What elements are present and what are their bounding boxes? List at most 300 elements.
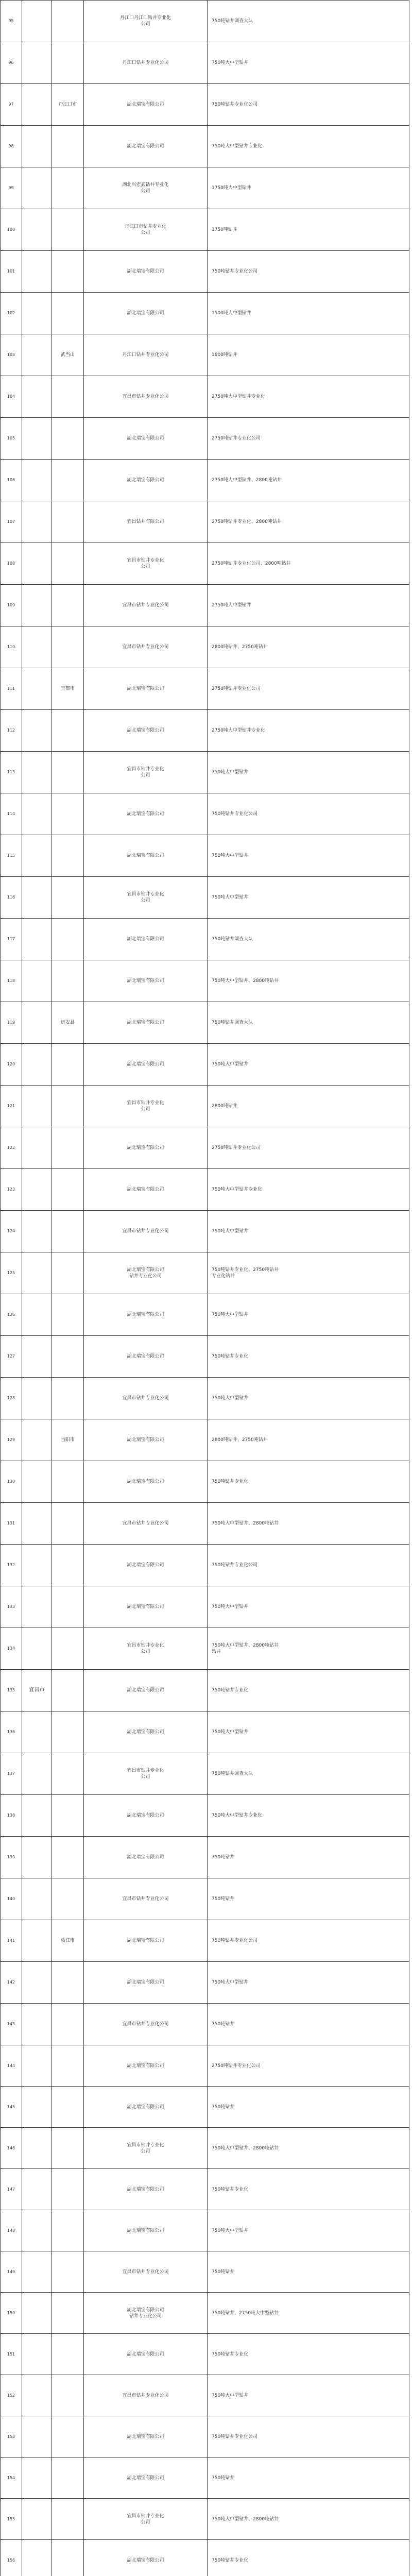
- company-name-cell: 湖北瑞宝有限公司: [84, 2334, 208, 2375]
- capacity-note-cell: 750吨钻井专业化公司: [208, 84, 409, 126]
- capacity-note-cell: 2750吨钻井专业化公司: [208, 418, 409, 460]
- city-cell: [22, 1586, 52, 1628]
- table-body: [1, 1, 409, 2576]
- city-cell: [22, 209, 52, 251]
- table-row: [1, 1962, 409, 2004]
- city-cell: [22, 1545, 52, 1586]
- city-cell: [22, 126, 52, 167]
- capacity-note-cell: 750吨钻井专业化公司: [208, 251, 409, 293]
- company-name-cell: 丹江口市钻井专业化 公司: [84, 209, 208, 251]
- company-name-cell: 宜昌市钻井专业化公司: [84, 376, 208, 418]
- county-cell: [52, 2128, 84, 2169]
- city-cell: [22, 2293, 52, 2334]
- city-cell: [22, 2416, 52, 2458]
- company-name-cell: 湖北瑞宝有限公司: [84, 1920, 208, 1962]
- county-cell: [52, 877, 84, 919]
- county-cell: [52, 418, 84, 460]
- city-cell: 宜昌市: [22, 1670, 52, 1711]
- capacity-note-cell: 750吨大中型钻井: [208, 2210, 409, 2251]
- city-cell: [22, 1086, 52, 1127]
- row-number-cell: 132: [1, 1545, 22, 1586]
- row-number-cell: 148: [1, 2210, 22, 2251]
- company-name-cell: 湖北瑞宝有限公司: [84, 1044, 208, 1086]
- row-number-cell: 121: [1, 1086, 22, 1127]
- city-cell: [22, 2251, 52, 2293]
- city-cell: [22, 543, 52, 585]
- capacity-note-cell: 750吨大中型钻井、2800吨钻井 钻井: [208, 1628, 409, 1670]
- capacity-note-cell: 750吨钻井专业化: [208, 1336, 409, 1378]
- row-number-cell: 144: [1, 2045, 22, 2087]
- capacity-note-cell: 750吨钻井: [208, 1837, 409, 1878]
- county-cell: [52, 1211, 84, 1252]
- row-number-cell: 155: [1, 2499, 22, 2540]
- county-cell: [52, 1586, 84, 1628]
- company-name-cell: 湖北瑞宝有限公司: [84, 1461, 208, 1503]
- county-cell: [52, 752, 84, 793]
- company-name-cell: 湖北瑞宝有限公司: [84, 2045, 208, 2087]
- row-number-cell: 131: [1, 1503, 22, 1545]
- capacity-note-cell: 1800吨钻井: [208, 334, 409, 376]
- company-name-cell: 丹江口钻井专业化公司: [84, 42, 208, 84]
- company-name-cell: 宜昌钻井有限公司: [84, 501, 208, 543]
- county-cell: 武当山: [52, 334, 84, 376]
- row-number-cell: 123: [1, 1169, 22, 1211]
- row-number-cell: 152: [1, 2375, 22, 2416]
- county-cell: [52, 1837, 84, 1878]
- table-row: [1, 251, 409, 293]
- table-row: [1, 752, 409, 793]
- capacity-note-cell: 750吨大中型钻井、2800吨钻井: [208, 2128, 409, 2169]
- county-cell: [52, 919, 84, 960]
- row-number-cell: 150: [1, 2293, 22, 2334]
- table-row: [1, 2251, 409, 2293]
- city-cell: [22, 793, 52, 835]
- table-row: [1, 209, 409, 251]
- county-cell: [52, 1294, 84, 1336]
- city-cell: [22, 1, 52, 42]
- row-number-cell: 137: [1, 1753, 22, 1795]
- table-row: [1, 1920, 409, 1962]
- city-cell: [22, 2210, 52, 2251]
- capacity-note-cell: 750吨钻井专业化: [208, 2334, 409, 2375]
- company-name-cell: 湖北瑞宝有限公司: [84, 1419, 208, 1461]
- county-cell: 当阳市: [52, 1419, 84, 1461]
- company-name-cell: 湖北瑞宝有限公司 钻井专业化公司: [84, 1252, 208, 1294]
- capacity-note-cell: 750吨钻井调查大队: [208, 1753, 409, 1795]
- county-cell: [52, 1461, 84, 1503]
- capacity-note-cell: 2750吨大中型钻井: [208, 585, 409, 626]
- county-cell: 丹江口市: [52, 84, 84, 126]
- company-name-cell: 湖北瑞宝有限公司: [84, 1962, 208, 2004]
- table-row: [1, 2334, 409, 2375]
- capacity-note-cell: 750吨钻井调查大队: [208, 919, 409, 960]
- company-name-cell: 湖北瑞宝有限公司: [84, 960, 208, 1002]
- row-number-cell: 134: [1, 1628, 22, 1670]
- row-number-cell: 136: [1, 1711, 22, 1753]
- table-row: [1, 1378, 409, 1419]
- company-name-cell: 宜昌市钻井专业化公司: [84, 1878, 208, 1920]
- city-cell: [22, 2169, 52, 2210]
- company-name-cell: 湖北瑞宝有限公司: [84, 293, 208, 334]
- row-number-cell: 135: [1, 1670, 22, 1711]
- table-row: [1, 1127, 409, 1169]
- county-cell: [52, 2004, 84, 2045]
- company-name-cell: 湖北瑞宝有限公司: [84, 1545, 208, 1586]
- row-number-cell: 124: [1, 1211, 22, 1252]
- capacity-note-cell: 2750吨钻井专业化公司: [208, 668, 409, 710]
- county-cell: [52, 543, 84, 585]
- row-number-cell: 110: [1, 626, 22, 668]
- county-cell: [52, 1503, 84, 1545]
- table-row: [1, 1044, 409, 1086]
- city-cell: [22, 1920, 52, 1962]
- capacity-note-cell: 750吨大中型钻井专业化: [208, 1795, 409, 1837]
- row-number-cell: 117: [1, 919, 22, 960]
- capacity-note-cell: 750吨钻井、2750吨大中型钻井: [208, 2293, 409, 2334]
- company-name-cell: 湖北瑞宝有限公司: [84, 2416, 208, 2458]
- county-cell: [52, 1252, 84, 1294]
- table-row: [1, 1628, 409, 1670]
- table-row: [1, 626, 409, 668]
- county-cell: [52, 126, 84, 167]
- company-name-cell: 湖北瑞宝有限公司: [84, 84, 208, 126]
- county-cell: [52, 293, 84, 334]
- capacity-note-cell: 2750吨大中型钻井专业化: [208, 376, 409, 418]
- company-name-cell: 湖北瑞宝有限公司: [84, 2087, 208, 2128]
- city-cell: [22, 668, 52, 710]
- table-row: [1, 2540, 409, 2576]
- capacity-note-cell: 1750吨大中型钻井: [208, 167, 409, 209]
- row-number-cell: 99: [1, 167, 22, 209]
- company-name-cell: 湖北瑞宝有限公司: [84, 1670, 208, 1711]
- county-cell: 枝江市: [52, 1920, 84, 1962]
- table-row: [1, 793, 409, 835]
- capacity-note-cell: 750吨大中型钻井: [208, 1378, 409, 1419]
- city-cell: [22, 84, 52, 126]
- row-number-cell: 154: [1, 2458, 22, 2499]
- row-number-cell: 109: [1, 585, 22, 626]
- table-row: [1, 126, 409, 167]
- county-cell: [52, 2169, 84, 2210]
- company-name-cell: 湖北瑞宝有限公司: [84, 126, 208, 167]
- county-cell: [52, 1878, 84, 1920]
- city-cell: [22, 2458, 52, 2499]
- row-number-cell: 101: [1, 251, 22, 293]
- company-name-cell: 湖北兴宏武钻井专业化 公司: [84, 167, 208, 209]
- county-cell: 宜都市: [52, 668, 84, 710]
- company-name-cell: 宜昌市钻井专业化公司: [84, 626, 208, 668]
- table-row: [1, 1670, 409, 1711]
- row-number-cell: 130: [1, 1461, 22, 1503]
- city-cell: [22, 2087, 52, 2128]
- company-name-cell: 宜昌市钻井专业化 公司: [84, 1628, 208, 1670]
- table-row: [1, 1002, 409, 1044]
- county-cell: [52, 2087, 84, 2128]
- county-cell: [52, 1, 84, 42]
- table-row: [1, 1419, 409, 1461]
- row-number-cell: 98: [1, 126, 22, 167]
- capacity-note-cell: 750吨大中型钻井专业化: [208, 1169, 409, 1211]
- table-row: [1, 835, 409, 877]
- row-number-cell: 138: [1, 1795, 22, 1837]
- company-name-cell: 宜昌市钻井专业化 公司: [84, 2128, 208, 2169]
- city-cell: [22, 2375, 52, 2416]
- county-cell: [52, 2334, 84, 2375]
- table-row: [1, 42, 409, 84]
- company-name-cell: 宜昌市钻井专业化公司: [84, 1211, 208, 1252]
- city-cell: [22, 752, 52, 793]
- capacity-note-cell: 1750吨钻井: [208, 209, 409, 251]
- city-cell: [22, 2499, 52, 2540]
- table-row: [1, 2293, 409, 2334]
- city-cell: [22, 418, 52, 460]
- row-number-cell: 151: [1, 2334, 22, 2375]
- capacity-note-cell: 750吨大中型钻井: [208, 877, 409, 919]
- county-cell: [52, 1962, 84, 2004]
- city-cell: [22, 626, 52, 668]
- table-row: [1, 334, 409, 376]
- capacity-note-cell: 750吨钻井: [208, 2004, 409, 2045]
- county-cell: [52, 2499, 84, 2540]
- county-cell: [52, 460, 84, 501]
- city-cell: [22, 2045, 52, 2087]
- city-cell: [22, 1837, 52, 1878]
- capacity-note-cell: 2800吨钻井: [208, 1086, 409, 1127]
- capacity-note-cell: 750吨钻井专业化公司: [208, 2416, 409, 2458]
- row-number-cell: 97: [1, 84, 22, 126]
- row-number-cell: 139: [1, 1837, 22, 1878]
- county-cell: [52, 2375, 84, 2416]
- table-row: [1, 2087, 409, 2128]
- table-row: [1, 501, 409, 543]
- company-name-cell: 湖北瑞宝有限公司: [84, 1002, 208, 1044]
- row-number-cell: 126: [1, 1294, 22, 1336]
- county-cell: [52, 2045, 84, 2087]
- county-cell: [52, 626, 84, 668]
- company-name-cell: 湖北瑞宝有限公司: [84, 2540, 208, 2576]
- county-cell: [52, 2416, 84, 2458]
- company-name-cell: 湖北瑞宝有限公司: [84, 793, 208, 835]
- table-row: [1, 585, 409, 626]
- county-cell: [52, 835, 84, 877]
- table-row: [1, 84, 409, 126]
- company-name-cell: 湖北瑞宝有限公司: [84, 1586, 208, 1628]
- company-name-cell: 宜昌市钻井专业化公司: [84, 1503, 208, 1545]
- row-number-cell: 120: [1, 1044, 22, 1086]
- county-cell: [52, 1753, 84, 1795]
- row-number-cell: 119: [1, 1002, 22, 1044]
- company-name-cell: 宜昌市钻井专业化 公司: [84, 1753, 208, 1795]
- county-cell: [52, 2458, 84, 2499]
- company-name-cell: 宜昌市钻井专业化公司: [84, 1378, 208, 1419]
- row-number-cell: 127: [1, 1336, 22, 1378]
- county-cell: [52, 1545, 84, 1586]
- capacity-note-cell: 2750吨大中型钻井、2800吨钻井: [208, 460, 409, 501]
- city-cell: [22, 1002, 52, 1044]
- company-name-cell: 宜昌市钻井专业化公司: [84, 2004, 208, 2045]
- row-number-cell: 145: [1, 2087, 22, 2128]
- capacity-note-cell: 750吨大中型钻井: [208, 752, 409, 793]
- capacity-note-cell: 750吨大中型钻井: [208, 1711, 409, 1753]
- company-name-cell: 湖北瑞宝有限公司: [84, 1795, 208, 1837]
- row-number-cell: 105: [1, 418, 22, 460]
- city-cell: [22, 293, 52, 334]
- city-cell: [22, 1127, 52, 1169]
- row-number-cell: 112: [1, 710, 22, 752]
- row-number-cell: 128: [1, 1378, 22, 1419]
- row-number-cell: 115: [1, 835, 22, 877]
- county-cell: [52, 1378, 84, 1419]
- county-cell: [52, 1336, 84, 1378]
- capacity-note-cell: 750吨钻井: [208, 1878, 409, 1920]
- company-name-cell: 湖北瑞宝有限公司: [84, 1169, 208, 1211]
- city-cell: [22, 960, 52, 1002]
- city-cell: [22, 877, 52, 919]
- city-cell: [22, 1962, 52, 2004]
- capacity-note-cell: 750吨钻井专业化公司: [208, 1920, 409, 1962]
- row-number-cell: 95: [1, 1, 22, 42]
- capacity-note-cell: 750吨钻井调查大队: [208, 1002, 409, 1044]
- table-row: [1, 2045, 409, 2087]
- county-cell: [52, 209, 84, 251]
- table-row: [1, 1, 409, 42]
- table-row: [1, 1252, 409, 1294]
- table-row: [1, 376, 409, 418]
- table-row: [1, 1586, 409, 1628]
- capacity-note-cell: 750吨大中型钻井: [208, 1211, 409, 1252]
- county-cell: [52, 1795, 84, 1837]
- county-cell: [52, 251, 84, 293]
- company-name-cell: 湖北瑞宝有限公司: [84, 835, 208, 877]
- county-cell: [52, 1711, 84, 1753]
- city-cell: [22, 1419, 52, 1461]
- city-cell: [22, 1252, 52, 1294]
- city-cell: [22, 42, 52, 84]
- capacity-note-cell: 2800吨钻井、2750吨钻井: [208, 626, 409, 668]
- company-name-cell: 宜昌市钻井专业化公司: [84, 2375, 208, 2416]
- row-number-cell: 141: [1, 1920, 22, 1962]
- company-name-cell: 湖北瑞宝有限公司: [84, 919, 208, 960]
- row-number-cell: 103: [1, 334, 22, 376]
- city-cell: [22, 1878, 52, 1920]
- company-name-cell: 宜昌市钻井专业化公司: [84, 2251, 208, 2293]
- row-number-cell: 104: [1, 376, 22, 418]
- table-row: [1, 2169, 409, 2210]
- company-name-cell: 丹江口钻井专业化公司: [84, 334, 208, 376]
- capacity-note-cell: 750吨钻井专业化: [208, 2169, 409, 2210]
- row-number-cell: 108: [1, 543, 22, 585]
- table-row: [1, 1503, 409, 1545]
- city-cell: [22, 460, 52, 501]
- company-name-cell: 宜昌市钻井专业化 公司: [84, 2499, 208, 2540]
- table-row: [1, 1753, 409, 1795]
- company-name-cell: 湖北瑞宝有限公司: [84, 710, 208, 752]
- table-row: [1, 2416, 409, 2458]
- city-cell: [22, 2334, 52, 2375]
- capacity-note-cell: 750吨钻井: [208, 2087, 409, 2128]
- row-number-cell: 118: [1, 960, 22, 1002]
- table-row: [1, 668, 409, 710]
- row-number-cell: 143: [1, 2004, 22, 2045]
- county-cell: [52, 2210, 84, 2251]
- capacity-note-cell: 1500吨大中型钻井: [208, 293, 409, 334]
- county-cell: [52, 960, 84, 1002]
- capacity-note-cell: 2750吨钻井专业化公司、2800吨钻井: [208, 543, 409, 585]
- city-cell: [22, 1378, 52, 1419]
- capacity-note-cell: 2750吨钻井专业化、2800吨钻井: [208, 501, 409, 543]
- table-row: [1, 2128, 409, 2169]
- capacity-note-cell: 750吨大中型钻井: [208, 2375, 409, 2416]
- county-cell: [52, 167, 84, 209]
- capacity-note-cell: 750吨大中型钻井: [208, 1294, 409, 1336]
- capacity-note-cell: 750吨钻井专业化、2750吨钻井 专业化钻井: [208, 1252, 409, 1294]
- capacity-note-cell: 750吨钻井专业化: [208, 2540, 409, 2576]
- row-number-cell: 140: [1, 1878, 22, 1920]
- county-cell: [52, 1044, 84, 1086]
- row-number-cell: 113: [1, 752, 22, 793]
- company-name-cell: 湖北瑞宝有限公司: [84, 668, 208, 710]
- capacity-note-cell: 750吨钻井: [208, 2458, 409, 2499]
- city-cell: [22, 585, 52, 626]
- company-name-cell: 宜昌市钻井专业化 公司: [84, 752, 208, 793]
- company-name-cell: 湖北瑞宝有限公司: [84, 2169, 208, 2210]
- company-name-cell: 湖北瑞宝有限公司: [84, 418, 208, 460]
- table-row: [1, 1837, 409, 1878]
- city-cell: [22, 1628, 52, 1670]
- row-number-cell: 100: [1, 209, 22, 251]
- city-cell: [22, 1169, 52, 1211]
- capacity-note-cell: 750吨大中型钻井专业化: [208, 126, 409, 167]
- table-row: [1, 418, 409, 460]
- capacity-note-cell: 750吨钻井专业化公司: [208, 793, 409, 835]
- county-cell: 远安县: [52, 1002, 84, 1044]
- company-name-cell: 湖北瑞宝有限公司: [84, 2458, 208, 2499]
- company-name-cell: 湖北瑞宝有限公司: [84, 2210, 208, 2251]
- company-name-cell: 湖北瑞宝有限公司: [84, 1294, 208, 1336]
- capacity-note-cell: 2750吨大中型钻井专业化: [208, 710, 409, 752]
- table-row: [1, 1169, 409, 1211]
- city-cell: [22, 1711, 52, 1753]
- table-row: [1, 919, 409, 960]
- city-cell: [22, 1294, 52, 1336]
- county-cell: [52, 376, 84, 418]
- city-cell: [22, 376, 52, 418]
- capacity-note-cell: 2750吨钻井专业化公司: [208, 1127, 409, 1169]
- company-name-cell: 湖北瑞宝有限公司: [84, 1127, 208, 1169]
- row-number-cell: 156: [1, 2540, 22, 2576]
- capacity-note-cell: 2800吨钻井、2750吨钻井: [208, 1419, 409, 1461]
- city-cell: [22, 334, 52, 376]
- capacity-note-cell: 750吨大中型钻井、2800吨钻井: [208, 2499, 409, 2540]
- capacity-note-cell: 750吨钻井专业化公司: [208, 1545, 409, 1586]
- city-cell: [22, 501, 52, 543]
- row-number-cell: 146: [1, 2128, 22, 2169]
- company-name-cell: 湖北瑞宝有限公司: [84, 460, 208, 501]
- table-row: [1, 960, 409, 1002]
- city-cell: [22, 1044, 52, 1086]
- table-row: [1, 460, 409, 501]
- county-cell: [52, 2293, 84, 2334]
- table-row: [1, 1545, 409, 1586]
- city-cell: [22, 1461, 52, 1503]
- capacity-note-cell: 750吨钻井专业化: [208, 1461, 409, 1503]
- table-row: [1, 2499, 409, 2540]
- capacity-note-cell: 750吨钻井专业化: [208, 1670, 409, 1711]
- city-cell: [22, 1336, 52, 1378]
- company-name-cell: 丹江口丹江口钻井专业化 公司: [84, 1, 208, 42]
- row-number-cell: 114: [1, 793, 22, 835]
- table-row: [1, 543, 409, 585]
